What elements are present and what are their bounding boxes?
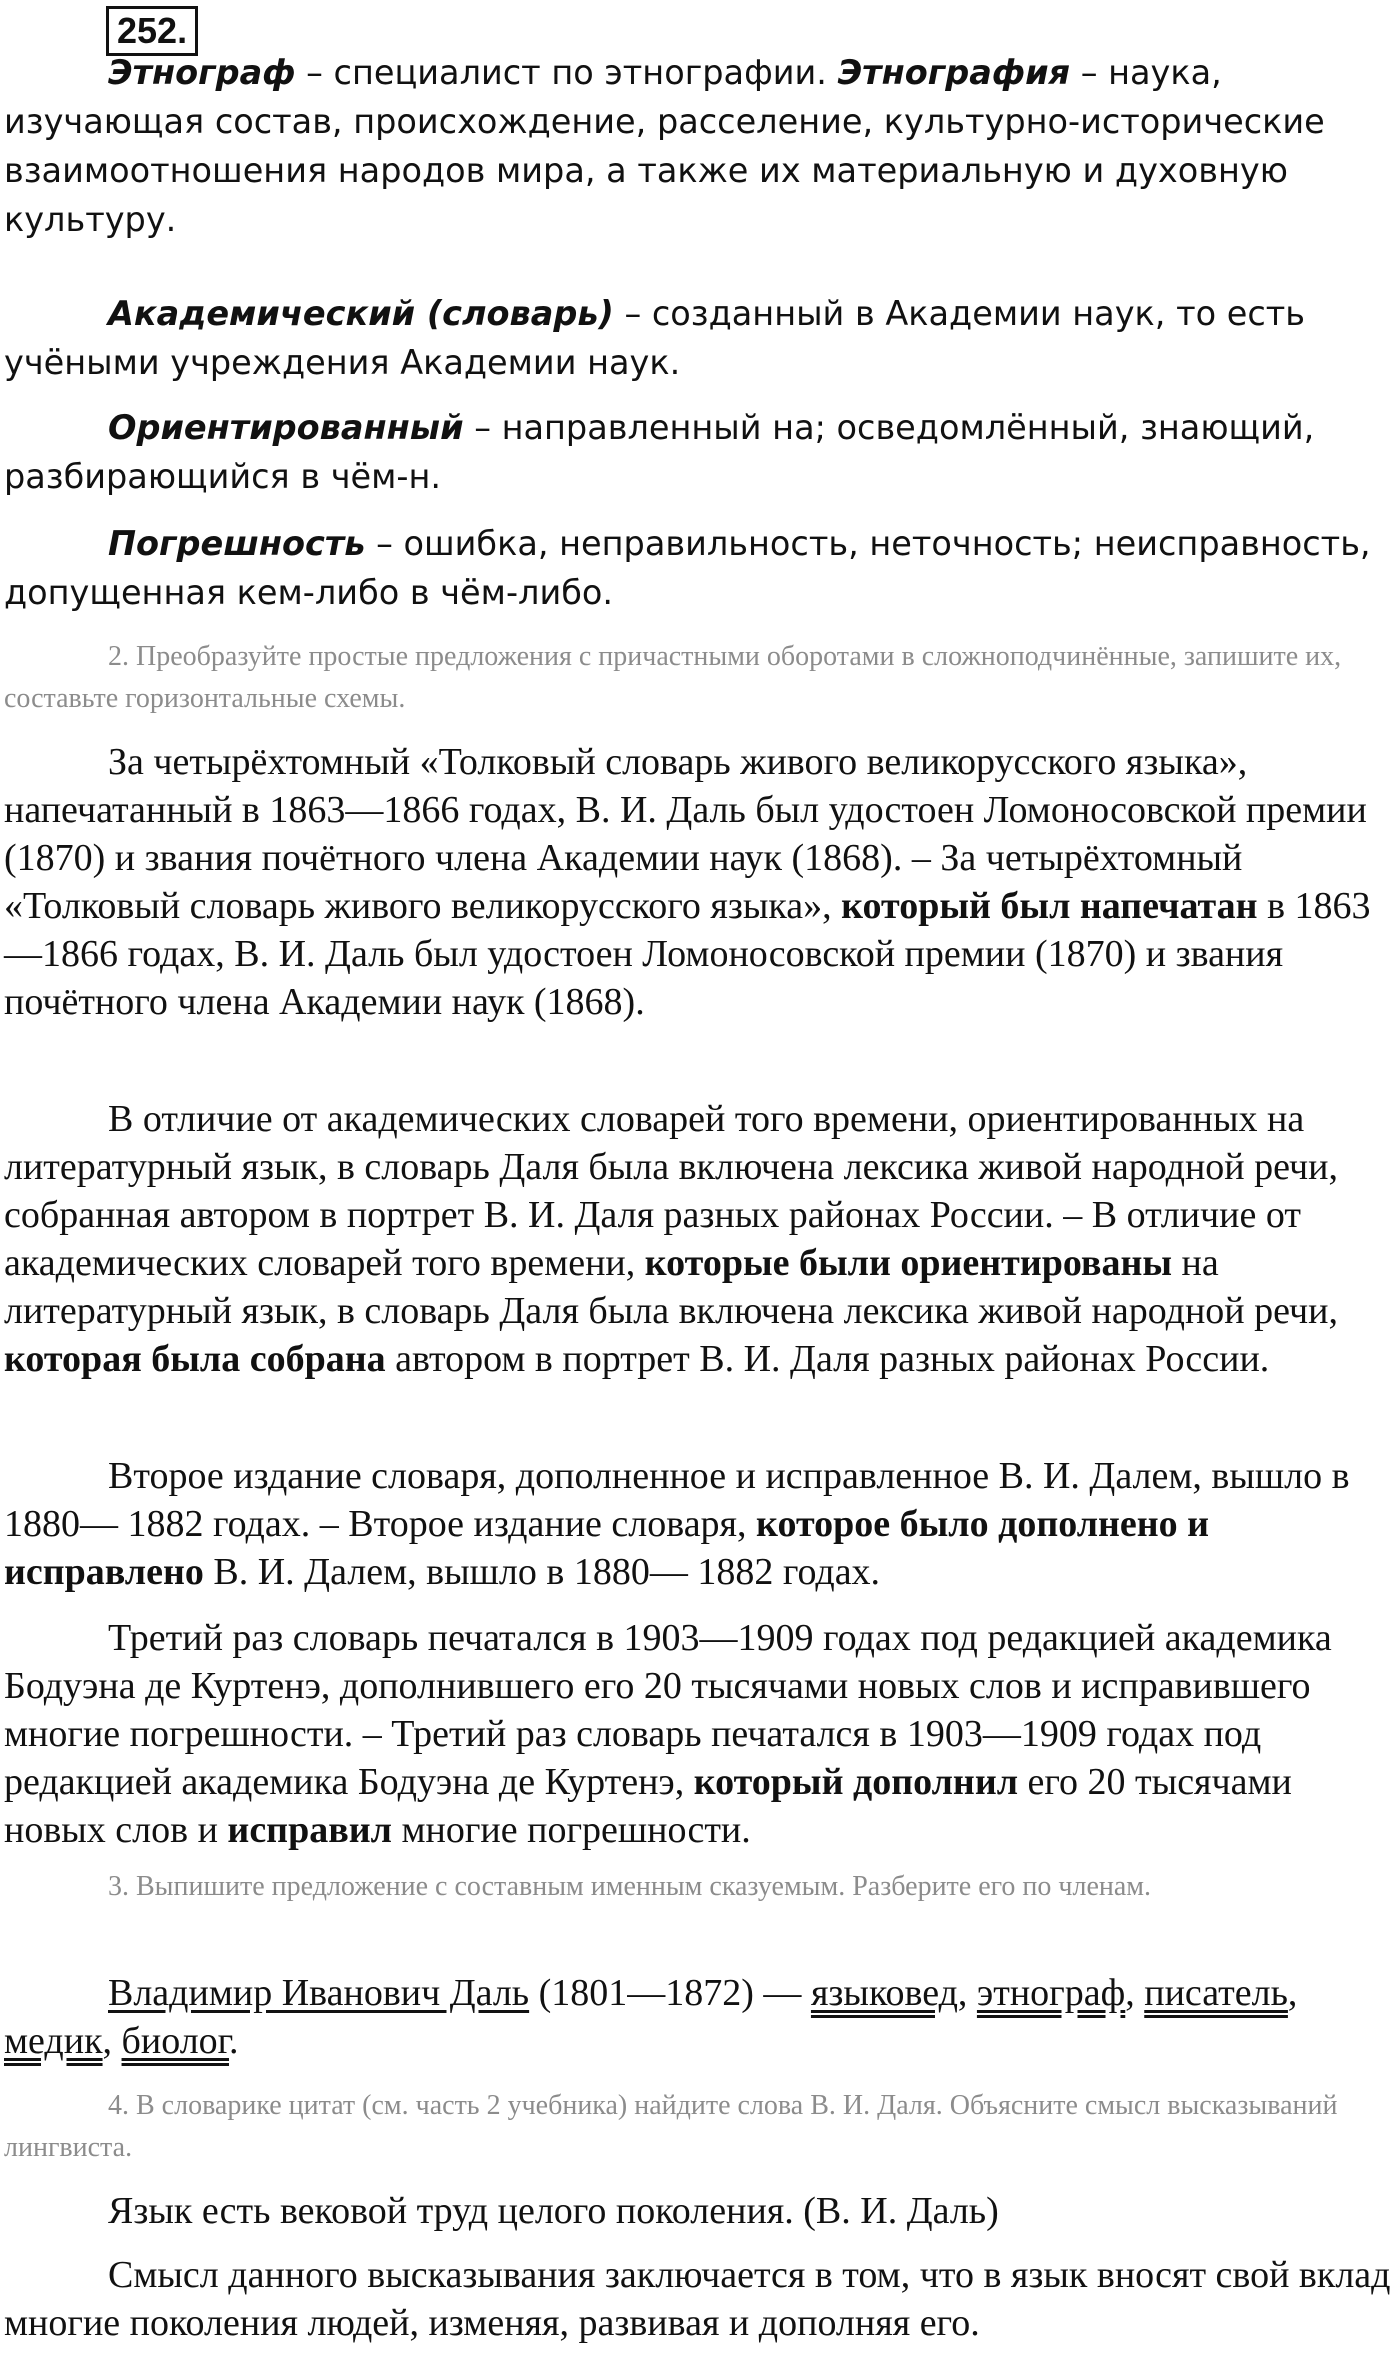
predicate-word: медик [4,2020,103,2062]
analyzed-sentence [4,1969,1396,2065]
answer-text: Второе издание словаря, дополненное и исправленное В. И. Далем, вышло в 1880— 1882 годах. – Второе издание словаря, [4,1455,1350,1545]
definition-text: – специалист по этнографии. [295,53,838,92]
term: Ориентированный [108,408,464,447]
predicate-word: языковед [810,1972,958,2014]
task-3: 3. Выпишите предложение с составным именным сказуемым. Разберите его по членам. [108,1871,1152,1902]
term: Этнограф [108,53,296,92]
definition-oriented [4,403,1396,501]
sentence-subject: Владимир Иванович Даль [108,1972,530,2014]
definition-text: – наука, изучающая состав, происхождение, расселение, культурно-исторические взаимоотношения народов мира, а также их материальную и духовную культуру. [4,53,1325,239]
term: Академический (словарь) [108,294,614,333]
task-4: 4. В словарике цитат (см. часть 2 учебника) найдите слова В. И. Даля. Объясните смысл высказываний лингвиста. [4,2090,1338,2163]
definition-text: – созданный в Академии наук, то есть учёными учреждения Академии наук. [4,294,1306,382]
answer-text: автором в портрет В. И. Даля разных районах России. [385,1338,1270,1380]
predicate-word: этнограф [976,1972,1126,2014]
sentence-end: . [228,2020,239,2062]
predicate-word: биолог [121,2020,229,2062]
separator: , [957,1972,977,2014]
definition-error [4,519,1396,617]
definition-academic [4,289,1396,387]
answer-bold: который был напечатан [841,885,1258,927]
predicate-word: писатель [1144,1972,1288,2014]
answer-bold: исправил [227,1809,392,1851]
definition-text: – направленный на; осведомлённый, знающий, разбирающийся в чём-н. [4,408,1315,496]
answer-paragraph-4 [4,1614,1396,1854]
answer-bold: которое было дополнено и исправлено [4,1503,1210,1593]
answer-text: многие погрешности. [391,1809,751,1851]
term: Погрешность [108,524,366,563]
answer-bold: который дополнил [693,1761,1019,1803]
explanation: Смысл данного высказывания заключается в том, что в язык вносят свой вклад многие поколения людей, изменяя, развивая и дополняя его. [4,2254,1391,2344]
quote: Язык есть вековой труд целого поколения. (В. И. Даль) [108,2190,999,2232]
answer-bold: которые были ориентированы [644,1242,1173,1284]
answer-text: За четырёхтомный «Толковый словарь живого великорусского языка», напечатанный в 1863—1866 годах, В. И. Даль был удостоен Ломоносовской премии (1870) и звания почётного члена Академии наук (1868). – За четырёхтомный «Толковый словарь живого великорусского языка», [4,741,1367,927]
answer-text: в 1863—1866 годах, В. И. Даль был удостоен Ломоносовской премии (1870) и звания почётного члена Академии наук (1868). [4,885,1371,1023]
definition-ethnograph [4,48,1396,244]
separator: , [102,2020,122,2062]
answer-bold: которая была собрана [4,1338,386,1380]
separator: , [1287,1972,1298,2014]
answer-paragraph-2 [4,1095,1396,1383]
separator: , [1125,1972,1145,2014]
answer-text: на литературный язык, в словарь Даля была включена лексика живой народной речи, [4,1242,1338,1332]
term: Этнография [837,53,1071,92]
answer-text: В. И. Далем, вышло в 1880— 1882 годах. [203,1551,881,1593]
answer-text: его 20 тысячами новых слов и [4,1761,1292,1851]
answer-text: В отличие от академических словарей того времени, ориентированных на литературный язык, в словарь Даля была включена лексика живой народной речи, собранная автором в портрет В. И. Даля разных районах России. – В отличие от академических словарей того времени, [4,1098,1338,1284]
answer-text: Третий раз словарь печатался в 1903—1909 годах под редакцией академика Бодуэна де Куртенэ, дополнившего его 20 тысячами новых слов и исправившего многие погрешности. – Третий раз словарь печатался в 1903—1909 годах под редакцией академика Бодуэна де Куртенэ, [4,1617,1332,1803]
sentence-text: (1801—1872) — [529,1972,811,2014]
answer-paragraph-1 [4,738,1396,1026]
exercise-number: 252. [106,6,198,56]
definition-text: – ошибка, неправильность, неточность; неисправность, допущенная кем-либо в чём-либо. [4,524,1371,612]
answer-paragraph-3 [4,1452,1396,1596]
task-2: 2. Преобразуйте простые предложения с причастными оборотами в сложноподчинённые, запишите их, составьте горизонтальные схемы. [4,641,1342,714]
